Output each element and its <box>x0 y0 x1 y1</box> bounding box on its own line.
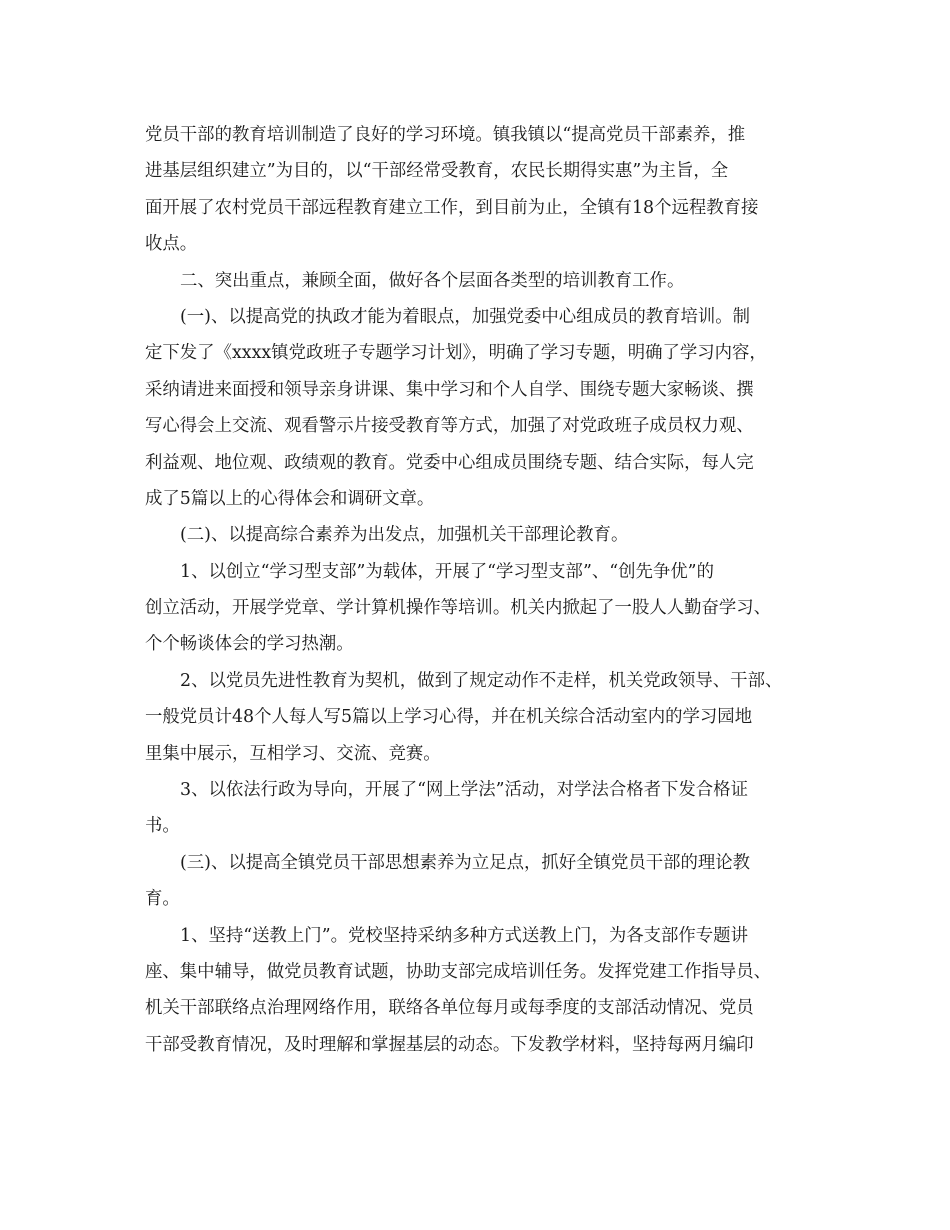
text-line: 里集中展示，互相学习、交流、竞赛。 <box>145 743 441 764</box>
text-line: 1、坚持“送教上门”。党校坚持采纳多种方式送教上门，为各支部作专题讲 <box>180 925 748 946</box>
text-line: 书。 <box>145 816 180 837</box>
text-line: 利益观、地位观、政绩观的教育。党委中心组成员围绕专题、结合实际，每人完 <box>145 452 754 473</box>
text-line: (二)、以提高综合素养为出发点，加强机关干部理论教育。 <box>180 525 629 546</box>
text-line: (三)、以提高全镇党员干部思想素养为立足点，抓好全镇党员干部的理论教 <box>180 852 751 873</box>
text-line: 面开展了农村党员干部远程教育建立工作，到目前为止，全镇有18个远程教育接 <box>145 197 759 218</box>
text-line: 党员干部的教育培训制造了良好的学习环境。镇我镇以“提高党员干部素养，推 <box>145 125 746 145</box>
text-line: 一般党员计48个人每人写5篇以上学习心得，并在机关综合活动室内的学习园地 <box>145 707 753 728</box>
text-line: 3、以依法行政为导向，开展了“网上学法”活动，对学法合格者下发合格证 <box>180 780 748 801</box>
text-line: 2、以党员先进性教育为契机，做到了规定动作不走样，机关党政领导、干部、 <box>180 670 783 691</box>
text-line: (一)、以提高党的执政才能为着眼点，加强党委中心组成员的教育培训。制 <box>180 306 751 327</box>
text-line: 写心得会上交流、观看警示片接受教育等方式，加强了对党政班子成员权力观、 <box>145 416 754 437</box>
text-line: 二、突出重点，兼顾全面，做好各个层面各类型的培训教育工作。 <box>180 270 685 291</box>
text-line: 采纳请进来面授和领导亲身讲课、集中学习和个人自学、围绕专题大家畅谈、撰 <box>145 379 754 400</box>
text-line: 创立活动，开展学党章、学计算机操作等培训。机关内掀起了一股人人勤奋学习、 <box>145 598 772 619</box>
text-line: 育。 <box>145 889 180 910</box>
text-line: 1、以创立“学习型支部”为载体，开展了“学习型支部”、“创先争优”的 <box>180 561 714 582</box>
text-line: 定下发了《xxxx镇党政班子专题学习计划》，明确了学习专题，明确了学习内容， <box>145 343 767 364</box>
text-line: 座、集中辅导，做党员教育试题，协助支部完成培训任务。发挥党建工作指导员、 <box>145 961 772 982</box>
text-line: 成了5篇以上的心得体会和调研文章。 <box>145 488 435 509</box>
text-line: 机关干部联络点治理网络作用，联络各单位每月或每季度的支部活动情况、党员 <box>145 998 754 1019</box>
text-line: 干部受教育情况，及时理解和掌握基层的动态。下发教学材料，坚持每两月编印 <box>145 1034 754 1055</box>
text-line: 进基层组织建立”为目的，以“干部经常受教育，农民长期得实惠”为主旨，全 <box>145 161 729 182</box>
text-line: 收点。 <box>145 234 198 255</box>
text-line: 个个畅谈体会的学习热潮。 <box>145 634 354 655</box>
document-body <box>145 117 810 1063</box>
